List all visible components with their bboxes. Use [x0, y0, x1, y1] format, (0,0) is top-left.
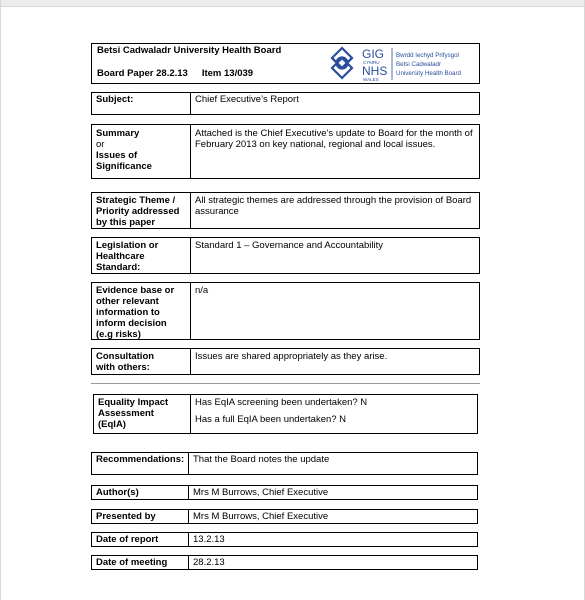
subject-label: Subject:: [92, 93, 191, 114]
page-top-edge: [0, 0, 585, 7]
author-value: Mrs M Burrows, Chief Executive: [193, 487, 329, 498]
section-divider: [91, 383, 480, 384]
meeting-date-row: [91, 555, 478, 570]
evidence-value: n/a: [195, 285, 209, 296]
author-label: Author(s): [92, 486, 189, 499]
logo-nhs: NHS: [362, 64, 388, 78]
summary-label: Summary or Issues of Significance: [92, 125, 191, 178]
board-paper-number: Board Paper 28.2.13: [97, 68, 188, 79]
recommendations-label: Recommendations:: [92, 453, 189, 474]
equality-impact-value: [191, 395, 477, 433]
logo-gig: GIG: [362, 47, 385, 61]
health-board-logo: [322, 44, 477, 83]
board-paper-reference: [97, 68, 267, 79]
presented-by-row: [91, 509, 478, 524]
recommendations-value: That the Board notes the update: [193, 454, 330, 465]
celtic-knot-icon: [332, 48, 352, 78]
consultation-label: Consultation with others:: [92, 349, 191, 374]
equality-impact-label: Equality Impact Assessment (EqIA): [94, 395, 191, 433]
logo-cymru: CYMRU: [363, 60, 380, 65]
presented-by-value: Mrs M Burrows, Chief Executive: [193, 511, 329, 522]
page-left-edge: [0, 0, 1, 600]
meeting-date-label: Date of meeting: [92, 556, 189, 569]
eqia-full-answer: Has a full EqIA been undertaken? N: [195, 414, 347, 425]
author-row: [91, 485, 478, 500]
evidence-label: Evidence base or other relevant information to inform decision (e.g risks): [92, 283, 191, 339]
subject-row: [91, 92, 480, 115]
meeting-date-value: 28.2.13: [193, 557, 225, 568]
evidence-row: [91, 282, 480, 340]
strategic-theme-row: [91, 192, 480, 229]
strategic-theme-label: Strategic Theme / Priority addressed by this paper: [92, 193, 191, 228]
consultation-row: [91, 348, 480, 375]
summary-value: Attached is the Chief Executive’s update to Board for the month of February 2013 on key national, regional and local issues.: [195, 128, 473, 150]
organisation-name: Betsi Cadwaladr University Health Board: [97, 45, 282, 56]
subject-value: Chief Executive’s Report: [195, 94, 299, 105]
logo-line-2: Betsi Cadwaladr: [396, 61, 442, 68]
presented-by-label: Presented by: [92, 510, 189, 523]
legislation-row: [91, 237, 480, 274]
strategic-theme-value: All strategic themes are addressed through the provision of Board assurance: [195, 195, 472, 217]
report-date-row: [91, 532, 478, 547]
legislation-label: Legislation or Healthcare Standard:: [92, 238, 191, 273]
item-number: Item 13/039: [201, 68, 254, 79]
report-date-value: 13.2.13: [193, 534, 225, 545]
eqia-screening-answer: Has EqIA screening been undertaken? N: [195, 397, 368, 408]
equality-impact-row: [93, 394, 478, 434]
logo-line-3: University Health Board: [396, 70, 461, 77]
legislation-value: Standard 1 – Governance and Accountability: [195, 240, 384, 251]
consultation-value: Issues are shared appropriately as they arise.: [195, 351, 388, 362]
report-date-label: Date of report: [92, 533, 189, 546]
logo-wales: WALES: [363, 77, 379, 82]
document-header: [91, 43, 480, 84]
logo-line-1: Bwrdd Iechyd Prifysgol: [396, 52, 459, 59]
summary-row: [91, 124, 480, 179]
recommendations-row: [91, 452, 478, 475]
